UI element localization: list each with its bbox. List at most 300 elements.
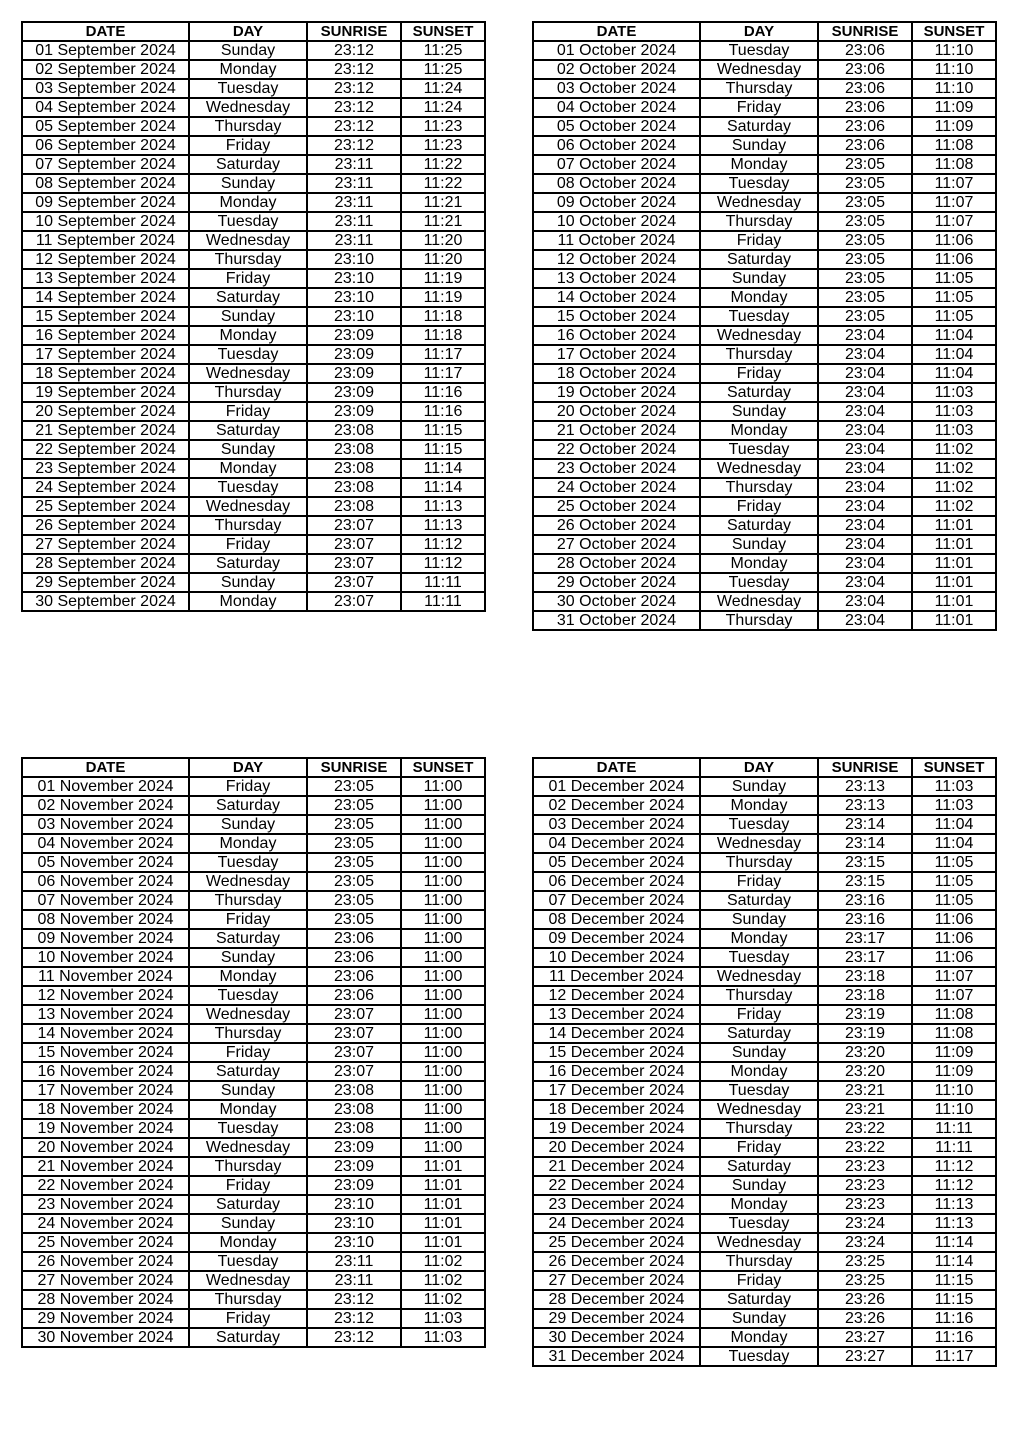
table-row (533, 516, 996, 535)
table-row (533, 1347, 996, 1366)
date-cell: 28 September 2024 (22, 554, 189, 573)
day-cell: Monday (189, 1233, 307, 1252)
day-cell: Monday (700, 1195, 818, 1214)
sunset-cell: 11:03 (912, 383, 996, 402)
date-cell: 14 October 2024 (533, 288, 700, 307)
day-cell: Sunday (700, 136, 818, 155)
day-cell: Sunday (189, 948, 307, 967)
sunset-cell: 11:05 (912, 853, 996, 872)
table-row (533, 834, 996, 853)
table-row (22, 1138, 485, 1157)
table-row (533, 250, 996, 269)
october-table (532, 21, 997, 631)
day-cell: Sunday (700, 402, 818, 421)
sunset-cell: 11:06 (912, 250, 996, 269)
sunrise-cell: 23:11 (307, 212, 401, 231)
sunrise-cell: 23:06 (818, 41, 912, 60)
sunset-cell: 11:10 (912, 1081, 996, 1100)
sunset-column-header: SUNSET (912, 22, 996, 41)
sunset-cell: 11:08 (912, 1005, 996, 1024)
sunset-cell: 11:11 (401, 592, 485, 611)
day-cell: Tuesday (700, 815, 818, 834)
sunrise-cell: 23:24 (818, 1233, 912, 1252)
sunset-cell: 11:10 (912, 60, 996, 79)
table-row (533, 421, 996, 440)
day-cell: Friday (700, 1138, 818, 1157)
sunrise-cell: 23:05 (818, 269, 912, 288)
date-cell: 24 October 2024 (533, 478, 700, 497)
date-cell: 08 December 2024 (533, 910, 700, 929)
table-row (533, 98, 996, 117)
date-cell: 07 September 2024 (22, 155, 189, 174)
sunset-cell: 11:03 (912, 402, 996, 421)
date-cell: 14 November 2024 (22, 1024, 189, 1043)
date-cell: 03 December 2024 (533, 815, 700, 834)
date-cell: 11 November 2024 (22, 967, 189, 986)
sunrise-cell: 23:12 (307, 1290, 401, 1309)
date-column-header: DATE (22, 22, 189, 41)
sunrise-cell: 23:22 (818, 1138, 912, 1157)
sunrise-cell: 23:07 (307, 1043, 401, 1062)
day-cell: Wednesday (700, 60, 818, 79)
table-row (533, 345, 996, 364)
table-row (533, 1195, 996, 1214)
sunrise-cell: 23:27 (818, 1347, 912, 1366)
sunrise-cell: 23:19 (818, 1024, 912, 1043)
date-cell: 09 December 2024 (533, 929, 700, 948)
sunrise-cell: 23:25 (818, 1271, 912, 1290)
sunrise-column-header: SUNRISE (307, 758, 401, 777)
day-cell: Wednesday (189, 872, 307, 891)
table-row (22, 592, 485, 611)
day-cell: Sunday (189, 440, 307, 459)
date-cell: 08 October 2024 (533, 174, 700, 193)
day-column-header: DAY (700, 758, 818, 777)
sunrise-cell: 23:10 (307, 250, 401, 269)
sunrise-cell: 23:06 (307, 929, 401, 948)
sunrise-cell: 23:05 (818, 174, 912, 193)
table-row (22, 174, 485, 193)
sunrise-cell: 23:07 (307, 535, 401, 554)
sunset-cell: 11:06 (912, 929, 996, 948)
date-cell: 30 October 2024 (533, 592, 700, 611)
sunset-cell: 11:01 (912, 573, 996, 592)
date-cell: 02 December 2024 (533, 796, 700, 815)
day-cell: Wednesday (189, 364, 307, 383)
day-cell: Tuesday (700, 948, 818, 967)
table-row (22, 1328, 485, 1347)
sunrise-cell: 23:11 (307, 1271, 401, 1290)
sunrise-cell: 23:06 (307, 948, 401, 967)
table-row (22, 136, 485, 155)
sunset-cell: 11:19 (401, 269, 485, 288)
date-cell: 27 November 2024 (22, 1271, 189, 1290)
day-cell: Thursday (700, 345, 818, 364)
table-row (533, 815, 996, 834)
sunrise-cell: 23:12 (307, 1328, 401, 1347)
day-cell: Saturday (189, 929, 307, 948)
table-row (22, 478, 485, 497)
sunset-column-header: SUNSET (401, 22, 485, 41)
date-cell: 10 November 2024 (22, 948, 189, 967)
table-row (533, 231, 996, 250)
sunset-cell: 11:16 (912, 1328, 996, 1347)
date-cell: 02 October 2024 (533, 60, 700, 79)
day-cell: Monday (700, 155, 818, 174)
table-row (22, 777, 485, 796)
sunset-cell: 11:05 (912, 307, 996, 326)
sunrise-cell: 23:05 (307, 815, 401, 834)
sunrise-cell: 23:25 (818, 1252, 912, 1271)
sunset-cell: 11:03 (912, 421, 996, 440)
sunset-cell: 11:01 (401, 1214, 485, 1233)
november-table (21, 757, 486, 1348)
day-cell: Monday (189, 193, 307, 212)
table-row (533, 891, 996, 910)
sunrise-cell: 23:05 (818, 250, 912, 269)
sunrise-cell: 23:05 (818, 212, 912, 231)
sunrise-cell: 23:07 (307, 1024, 401, 1043)
date-cell: 23 October 2024 (533, 459, 700, 478)
sunset-cell: 11:11 (401, 573, 485, 592)
date-cell: 15 October 2024 (533, 307, 700, 326)
table-row (22, 535, 485, 554)
sunset-cell: 11:15 (401, 421, 485, 440)
sunrise-cell: 23:12 (307, 98, 401, 117)
day-cell: Monday (700, 796, 818, 815)
table-row (22, 834, 485, 853)
table-row (22, 1157, 485, 1176)
day-cell: Tuesday (189, 212, 307, 231)
day-cell: Tuesday (700, 573, 818, 592)
date-cell: 16 November 2024 (22, 1062, 189, 1081)
table-row (533, 1119, 996, 1138)
sunrise-cell: 23:08 (307, 478, 401, 497)
sunset-cell: 11:05 (912, 288, 996, 307)
sunrise-cell: 23:08 (307, 459, 401, 478)
sunset-cell: 11:21 (401, 212, 485, 231)
sunset-cell: 11:02 (401, 1252, 485, 1271)
date-cell: 21 October 2024 (533, 421, 700, 440)
header-row (22, 758, 485, 777)
table-row (533, 986, 996, 1005)
sunset-cell: 11:07 (912, 174, 996, 193)
december-table (532, 757, 997, 1367)
sunset-cell: 11:18 (401, 307, 485, 326)
sunrise-cell: 23:10 (307, 269, 401, 288)
date-cell: 25 November 2024 (22, 1233, 189, 1252)
date-cell: 22 October 2024 (533, 440, 700, 459)
day-cell: Saturday (189, 288, 307, 307)
table-row (533, 1157, 996, 1176)
sunset-cell: 11:01 (401, 1176, 485, 1195)
sunrise-cell: 23:06 (307, 986, 401, 1005)
date-cell: 08 November 2024 (22, 910, 189, 929)
table-row (533, 872, 996, 891)
day-cell: Thursday (700, 986, 818, 1005)
day-cell: Wednesday (189, 497, 307, 516)
day-cell: Wednesday (700, 1100, 818, 1119)
table-row (22, 402, 485, 421)
table-row (533, 364, 996, 383)
table-row (22, 1043, 485, 1062)
sunrise-cell: 23:05 (818, 231, 912, 250)
date-cell: 18 December 2024 (533, 1100, 700, 1119)
day-cell: Wednesday (700, 326, 818, 345)
day-cell: Monday (700, 1062, 818, 1081)
day-cell: Monday (189, 60, 307, 79)
date-cell: 29 November 2024 (22, 1309, 189, 1328)
table-row (22, 497, 485, 516)
day-cell: Sunday (700, 777, 818, 796)
sunset-cell: 11:02 (912, 440, 996, 459)
sunrise-cell: 23:06 (818, 79, 912, 98)
day-cell: Wednesday (700, 1233, 818, 1252)
day-cell: Saturday (700, 516, 818, 535)
sunset-cell: 11:10 (912, 79, 996, 98)
date-cell: 13 November 2024 (22, 1005, 189, 1024)
table-row (533, 592, 996, 611)
sunset-cell: 11:16 (912, 1309, 996, 1328)
table-row (22, 117, 485, 136)
table-row (533, 440, 996, 459)
table-row (533, 497, 996, 516)
sunrise-cell: 23:09 (307, 345, 401, 364)
day-cell: Sunday (700, 1176, 818, 1195)
sunrise-cell: 23:18 (818, 986, 912, 1005)
date-cell: 04 November 2024 (22, 834, 189, 853)
sunset-cell: 11:09 (912, 1062, 996, 1081)
table-row (22, 872, 485, 891)
day-cell: Thursday (700, 611, 818, 630)
date-cell: 17 October 2024 (533, 345, 700, 364)
sunset-cell: 11:21 (401, 193, 485, 212)
table-row (22, 554, 485, 573)
date-cell: 06 December 2024 (533, 872, 700, 891)
sunrise-cell: 23:05 (307, 796, 401, 815)
table-row (533, 611, 996, 630)
table-row (22, 1081, 485, 1100)
day-cell: Monday (700, 288, 818, 307)
sunrise-cell: 23:09 (307, 1157, 401, 1176)
sunrise-cell: 23:12 (307, 60, 401, 79)
sunrise-cell: 23:20 (818, 1043, 912, 1062)
day-cell: Thursday (189, 516, 307, 535)
day-cell: Monday (189, 459, 307, 478)
day-cell: Thursday (700, 853, 818, 872)
sunrise-cell: 23:09 (307, 1176, 401, 1195)
sunrise-cell: 23:20 (818, 1062, 912, 1081)
table-row (533, 1271, 996, 1290)
table-row (22, 516, 485, 535)
date-cell: 21 December 2024 (533, 1157, 700, 1176)
day-cell: Monday (700, 554, 818, 573)
day-cell: Saturday (700, 1157, 818, 1176)
sunrise-cell: 23:23 (818, 1176, 912, 1195)
sunset-cell: 11:06 (912, 231, 996, 250)
date-cell: 20 October 2024 (533, 402, 700, 421)
sunset-cell: 11:14 (912, 1252, 996, 1271)
table-row (22, 440, 485, 459)
table-row (22, 326, 485, 345)
sunrise-cell: 23:12 (307, 136, 401, 155)
sunset-cell: 11:12 (401, 535, 485, 554)
sunset-cell: 11:17 (912, 1347, 996, 1366)
day-cell: Thursday (189, 117, 307, 136)
table-row (533, 288, 996, 307)
sunset-cell: 11:09 (912, 1043, 996, 1062)
sunset-cell: 11:00 (401, 1043, 485, 1062)
sunrise-cell: 23:22 (818, 1119, 912, 1138)
sunset-cell: 11:07 (912, 193, 996, 212)
table-row (533, 136, 996, 155)
sunset-cell: 11:00 (401, 1100, 485, 1119)
table-row (533, 60, 996, 79)
date-cell: 18 October 2024 (533, 364, 700, 383)
table-row (22, 1195, 485, 1214)
date-cell: 17 December 2024 (533, 1081, 700, 1100)
date-cell: 13 December 2024 (533, 1005, 700, 1024)
day-cell: Sunday (189, 573, 307, 592)
date-cell: 12 December 2024 (533, 986, 700, 1005)
sunrise-cell: 23:11 (307, 174, 401, 193)
sunset-cell: 11:04 (912, 364, 996, 383)
date-cell: 15 September 2024 (22, 307, 189, 326)
table-row (533, 1100, 996, 1119)
sunrise-column-header: SUNRISE (818, 758, 912, 777)
table-row (533, 1005, 996, 1024)
date-cell: 16 September 2024 (22, 326, 189, 345)
day-cell: Tuesday (189, 853, 307, 872)
day-cell: Tuesday (700, 1081, 818, 1100)
day-cell: Saturday (700, 1024, 818, 1043)
table-row (533, 1043, 996, 1062)
sunset-cell: 11:09 (912, 98, 996, 117)
table-row (22, 948, 485, 967)
day-cell: Saturday (189, 554, 307, 573)
date-cell: 30 September 2024 (22, 592, 189, 611)
day-cell: Monday (189, 326, 307, 345)
sunset-cell: 11:01 (912, 516, 996, 535)
sunset-cell: 11:18 (401, 326, 485, 345)
sunrise-cell: 23:24 (818, 1214, 912, 1233)
table-row (22, 986, 485, 1005)
date-cell: 17 November 2024 (22, 1081, 189, 1100)
table-row (22, 1119, 485, 1138)
date-cell: 20 November 2024 (22, 1138, 189, 1157)
day-cell: Tuesday (189, 1119, 307, 1138)
sunrise-cell: 23:18 (818, 967, 912, 986)
sunrise-cell: 23:15 (818, 872, 912, 891)
sunrise-cell: 23:05 (307, 834, 401, 853)
day-cell: Wednesday (189, 98, 307, 117)
day-cell: Friday (189, 136, 307, 155)
table-row (533, 1233, 996, 1252)
sunrise-cell: 23:21 (818, 1081, 912, 1100)
date-cell: 07 October 2024 (533, 155, 700, 174)
day-cell: Friday (189, 777, 307, 796)
sunrise-cell: 23:04 (818, 345, 912, 364)
day-cell: Sunday (189, 1214, 307, 1233)
sunset-cell: 11:00 (401, 872, 485, 891)
sunset-cell: 11:13 (912, 1195, 996, 1214)
date-cell: 11 September 2024 (22, 231, 189, 250)
sunrise-cell: 23:23 (818, 1157, 912, 1176)
day-cell: Thursday (700, 212, 818, 231)
sunset-cell: 11:14 (912, 1233, 996, 1252)
sunset-cell: 11:00 (401, 891, 485, 910)
sunset-cell: 11:17 (401, 364, 485, 383)
sunrise-cell: 23:05 (818, 307, 912, 326)
day-cell: Tuesday (700, 1214, 818, 1233)
sunrise-cell: 23:04 (818, 326, 912, 345)
sunset-cell: 11:01 (912, 611, 996, 630)
table-row (533, 326, 996, 345)
table-row (533, 478, 996, 497)
sunset-cell: 11:00 (401, 986, 485, 1005)
table-row (533, 796, 996, 815)
table-row (22, 383, 485, 402)
day-cell: Wednesday (189, 231, 307, 250)
date-cell: 28 October 2024 (533, 554, 700, 573)
date-cell: 07 December 2024 (533, 891, 700, 910)
sunset-cell: 11:04 (912, 815, 996, 834)
date-cell: 24 November 2024 (22, 1214, 189, 1233)
day-cell: Monday (189, 967, 307, 986)
table-row (22, 364, 485, 383)
date-cell: 10 September 2024 (22, 212, 189, 231)
sunrise-cell: 23:05 (818, 288, 912, 307)
date-cell: 21 November 2024 (22, 1157, 189, 1176)
sunrise-cell: 23:26 (818, 1290, 912, 1309)
table-row (22, 1309, 485, 1328)
sunrise-cell: 23:09 (307, 364, 401, 383)
sunrise-cell: 23:13 (818, 777, 912, 796)
date-cell: 05 December 2024 (533, 853, 700, 872)
sunset-cell: 11:15 (912, 1290, 996, 1309)
date-cell: 05 September 2024 (22, 117, 189, 136)
sunset-cell: 11:13 (912, 1214, 996, 1233)
day-cell: Thursday (189, 1024, 307, 1043)
day-cell: Monday (700, 421, 818, 440)
date-cell: 03 November 2024 (22, 815, 189, 834)
table-row (533, 535, 996, 554)
sunrise-cell: 23:11 (307, 193, 401, 212)
sunset-cell: 11:01 (401, 1233, 485, 1252)
day-cell: Saturday (189, 796, 307, 815)
table-row (22, 815, 485, 834)
sunset-cell: 11:11 (912, 1138, 996, 1157)
sunrise-cell: 23:05 (307, 910, 401, 929)
date-cell: 04 December 2024 (533, 834, 700, 853)
sunset-cell: 11:24 (401, 98, 485, 117)
table-row (533, 1138, 996, 1157)
table-row (22, 421, 485, 440)
day-cell: Wednesday (189, 1138, 307, 1157)
day-cell: Tuesday (189, 345, 307, 364)
table-row (22, 212, 485, 231)
day-cell: Friday (189, 402, 307, 421)
sunset-cell: 11:00 (401, 1024, 485, 1043)
day-cell: Saturday (700, 891, 818, 910)
table-row (22, 231, 485, 250)
sunset-cell: 11:22 (401, 174, 485, 193)
sunset-cell: 11:04 (912, 326, 996, 345)
sunrise-cell: 23:06 (818, 136, 912, 155)
date-cell: 21 September 2024 (22, 421, 189, 440)
date-cell: 01 December 2024 (533, 777, 700, 796)
sunset-cell: 11:00 (401, 929, 485, 948)
